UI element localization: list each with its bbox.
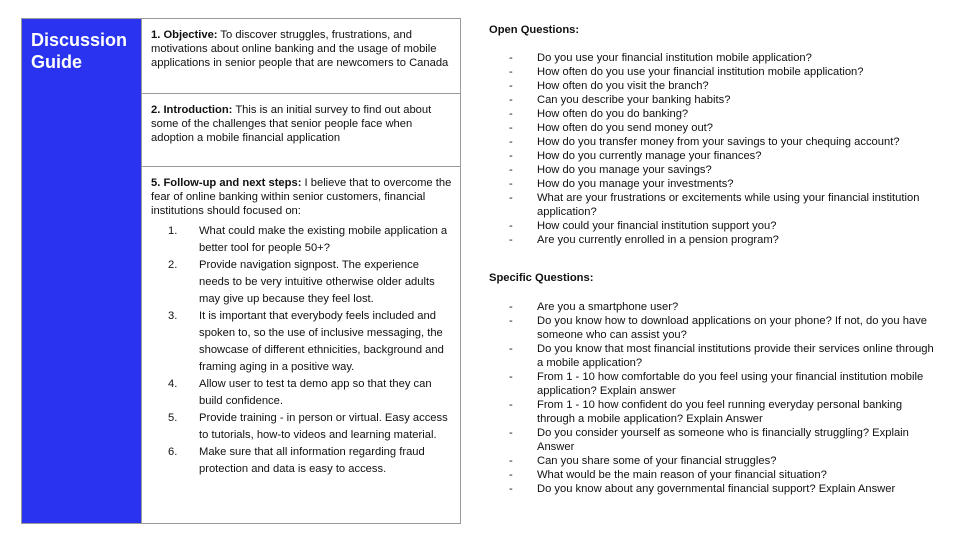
list-item xyxy=(489,219,939,233)
step-text: Provide training - in person or virtual. Easy access to tutorials, how-to videos and learning material. xyxy=(199,412,448,441)
question-text: Do you know that most financial institutions provide their services online through a mobile application? xyxy=(537,343,934,369)
dash-bullet: - xyxy=(509,164,513,176)
question-text: How often do you use your financial institution mobile application? xyxy=(537,66,864,78)
list-item xyxy=(489,426,939,454)
list-item xyxy=(489,314,939,342)
list-item xyxy=(489,454,939,468)
question-text: Can you describe your banking habits? xyxy=(537,94,731,106)
step-text: Make sure that all information regarding fraud protection and data is easy to access. xyxy=(199,446,425,475)
dash-bullet: - xyxy=(509,220,513,232)
followup-step xyxy=(151,257,452,308)
followup-step xyxy=(151,376,452,410)
question-text: How often do you do banking? xyxy=(537,108,689,120)
question-text: How do you manage your investments? xyxy=(537,178,734,190)
followup-step xyxy=(151,308,452,376)
discussion-guide-table xyxy=(21,18,461,524)
followup-text: I believe that to overcome the fear of online banking within senior customers, financial institutions should focused on: xyxy=(151,177,452,217)
list-item xyxy=(489,398,939,426)
step-number: 1. xyxy=(168,225,178,237)
dash-bullet: - xyxy=(509,483,513,495)
question-text: Do you use your financial institution mobile application? xyxy=(537,52,812,64)
question-text: Do you know about any governmental financial support? Explain Answer xyxy=(537,483,896,495)
introduction-text: This is an initial survey to find out about some of the challenges that senior people face when adoption a mobile financial application xyxy=(151,104,432,144)
question-text: From 1 - 10 how comfortable do you feel using your financial institution mobile application? Explain answer xyxy=(537,371,924,397)
open-questions-title: Open Questions: xyxy=(489,24,580,36)
step-text: It is important that everybody feels included and spoken to, so the use of inclusive messaging, the showcase of different ethnicities, background and framing aging in a positive way. xyxy=(199,310,444,373)
title-panel xyxy=(22,19,141,523)
list-item xyxy=(489,135,939,149)
specific-questions-title: Specific Questions: xyxy=(489,272,594,284)
list-item xyxy=(489,370,939,398)
question-text: How often do you send money out? xyxy=(537,122,714,134)
list-item xyxy=(489,482,939,496)
guide-title: Discussion Guide xyxy=(31,30,128,72)
question-text: Can you share some of your financial struggles? xyxy=(537,455,777,467)
dash-bullet: - xyxy=(509,150,513,162)
question-text: How often do you visit the branch? xyxy=(537,80,709,92)
step-text: What could make the existing mobile application a better tool for people 50+? xyxy=(199,225,448,254)
dash-bullet: - xyxy=(509,315,513,327)
question-text: What are your frustrations or excitements while using your financial institution application? xyxy=(537,192,920,218)
list-item xyxy=(489,163,939,177)
followup-step xyxy=(151,444,452,478)
objective-label: 1. Objective: xyxy=(151,29,218,41)
list-item xyxy=(489,177,939,191)
step-number: 3. xyxy=(168,310,178,322)
list-item xyxy=(489,107,939,121)
dash-bullet: - xyxy=(509,66,513,78)
question-text: From 1 - 10 how confident do you feel running everyday personal banking through a mobile application? Explain Answer xyxy=(537,399,903,425)
objective-text: To discover struggles, frustrations, and motivations about online banking and the usage of mobile applications in senior people that are newcomers to Canada xyxy=(151,29,449,69)
list-item xyxy=(489,342,939,370)
step-number: 4. xyxy=(168,378,178,390)
question-text: How do you transfer money from your savings to your chequing account? xyxy=(537,136,900,148)
list-item xyxy=(489,51,939,65)
specific-questions-section xyxy=(489,271,939,496)
step-number: 5. xyxy=(168,412,178,424)
list-item xyxy=(489,300,939,314)
question-text: How do you manage your savings? xyxy=(537,164,712,176)
dash-bullet: - xyxy=(509,94,513,106)
question-text: How could your financial institution support you? xyxy=(537,220,777,232)
list-item xyxy=(489,468,939,482)
dash-bullet: - xyxy=(509,80,513,92)
specific-questions-list xyxy=(489,300,939,496)
question-text: What would be the main reason of your financial situation? xyxy=(537,469,827,481)
list-item xyxy=(489,121,939,135)
question-text: How do you currently manage your finances? xyxy=(537,150,762,162)
step-number: 6. xyxy=(168,446,178,458)
dash-bullet: - xyxy=(509,469,513,481)
followup-step xyxy=(151,410,452,444)
followup-label: 5. Follow-up and next steps: xyxy=(151,177,302,189)
introduction-cell xyxy=(141,94,460,167)
step-number: 2. xyxy=(168,259,178,271)
dash-bullet: - xyxy=(509,427,513,439)
dash-bullet: - xyxy=(509,122,513,134)
followup-cell xyxy=(141,167,460,523)
open-questions-section xyxy=(489,23,939,247)
followup-step xyxy=(151,223,452,257)
list-item xyxy=(489,149,939,163)
followup-steps-list xyxy=(151,223,452,478)
dash-bullet: - xyxy=(509,192,513,204)
dash-bullet: - xyxy=(509,399,513,411)
dash-bullet: - xyxy=(509,178,513,190)
objective-cell xyxy=(141,19,460,94)
dash-bullet: - xyxy=(509,52,513,64)
question-text: Are you a smartphone user? xyxy=(537,301,679,313)
list-item xyxy=(489,233,939,247)
question-text: Do you know how to download applications on your phone? If not, do you have someone who can assist you? xyxy=(537,315,927,341)
dash-bullet: - xyxy=(509,301,513,313)
dash-bullet: - xyxy=(509,234,513,246)
open-questions-list xyxy=(489,51,939,247)
list-item xyxy=(489,65,939,79)
dash-bullet: - xyxy=(509,343,513,355)
step-text: Provide navigation signpost. The experience needs to be very intuitive otherwise older adults may give up because they feel lost. xyxy=(199,259,435,305)
dash-bullet: - xyxy=(509,455,513,467)
list-item xyxy=(489,93,939,107)
question-text: Are you currently enrolled in a pension program? xyxy=(537,234,779,246)
dash-bullet: - xyxy=(509,108,513,120)
dash-bullet: - xyxy=(509,371,513,383)
list-item xyxy=(489,191,939,219)
step-text: Allow user to test ta demo app so that they can build confidence. xyxy=(199,378,432,407)
list-item xyxy=(489,79,939,93)
question-text: Do you consider yourself as someone who is financially struggling? Explain Answer xyxy=(537,427,909,453)
introduction-label: 2. Introduction: xyxy=(151,104,233,116)
dash-bullet: - xyxy=(509,136,513,148)
